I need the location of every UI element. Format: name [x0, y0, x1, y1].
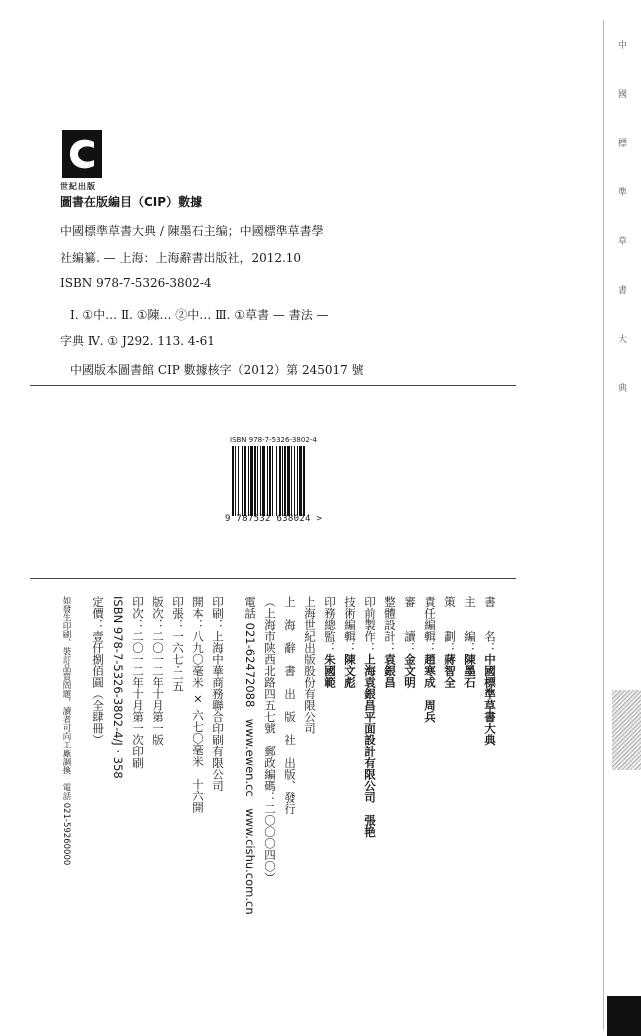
colophon-isbn: ISBN 978-7-5326-3802-4/J · 358: [111, 596, 125, 779]
tech-editor-row: 技術編輯：陳文彪: [343, 596, 357, 688]
address: （上海市陕西北路四五七號 郵政編碼：二〇〇〇四〇）: [263, 596, 277, 884]
review-row: 審 讀：金文明: [403, 596, 417, 688]
cip-entry-line-2: 社編纂. — 上海：上海辭書出版社，2012.10: [60, 251, 302, 265]
cip-entry-line-1: 中國標準草書大典 / 陳墨石主编；中國標準草書學: [60, 224, 324, 238]
cip-number: 中國版本圖書館 CIP 數據核字（2012）第 245017 號: [70, 363, 364, 377]
design-row: 整體設計：袁銀昌: [383, 596, 397, 688]
page-edge-texture: [612, 690, 641, 770]
barcode-isbn-label: ISBN 978-7-5326-3802-4: [230, 436, 317, 444]
publisher-2: 上 海 辭 書 出 版 社 出版、發行: [283, 596, 297, 815]
column-gap: [228, 596, 240, 916]
price: 定價：壹仟捌佰圓（全肆冊）: [91, 596, 105, 746]
planning-row: 策 劃：蔣智全: [443, 596, 457, 688]
editor-row: 主 編：陳墨石: [463, 596, 477, 688]
cip-isbn: ISBN 978-7-5326-3802-4: [60, 276, 212, 290]
quality-notice: 如發生印刷、裝訂品質問題，讀者可向工廠調換 電話 021-59260000: [61, 596, 71, 866]
preprint-row: 印前製作：上海袁銀昌平面設計有限公司 張艳: [363, 596, 377, 838]
book-name-row: 書 名：中國標準草書大典: [483, 596, 497, 746]
director-row: 印務總監：朱國範: [323, 596, 337, 688]
format: 開本：八九〇毫米 × 六七〇毫米 十六開: [191, 596, 205, 813]
barcode-digits: 9 787532 638024 >: [225, 514, 323, 524]
spine-title: 中國標準草書大典: [616, 40, 626, 432]
publisher-1: 上海世紀出版股份有限公司: [303, 596, 317, 734]
impression: 印次：二〇一二年十月第一次印刷: [131, 596, 145, 769]
scan-corner-shadow: [607, 996, 641, 1036]
responsible-editor-row: 責任編輯：趙寒成 周兵: [423, 596, 437, 723]
colophon: [60, 596, 500, 916]
divider-top: [30, 385, 516, 386]
publisher-logo-icon: [60, 128, 104, 180]
cip-classification-2: 字典 Ⅳ. ① J292. 113. 4-61: [60, 334, 215, 348]
phone-web: 電話 021-62472088 www.ewen.cc www.cishu.com.cn: [243, 596, 257, 915]
publisher-logo-text: 世紀出版: [60, 182, 96, 191]
divider-middle: [30, 578, 516, 579]
cip-classification-1: Ⅰ. ①中… Ⅱ. ①陳… ②中… Ⅲ. ①草書 — 書法 —: [70, 308, 329, 322]
sheets: 印張：一六七·二五: [171, 596, 185, 692]
spine-edge-line: [603, 20, 604, 1030]
column-gap: [76, 596, 88, 916]
barcode-icon: [232, 446, 310, 516]
cip-title: 圖書在版編目（CIP）數據: [60, 195, 203, 209]
printer: 印刷：上海中華商務聯合印刷有限公司: [211, 596, 225, 792]
edition: 版次：二〇一二年十月第一版: [151, 596, 165, 746]
